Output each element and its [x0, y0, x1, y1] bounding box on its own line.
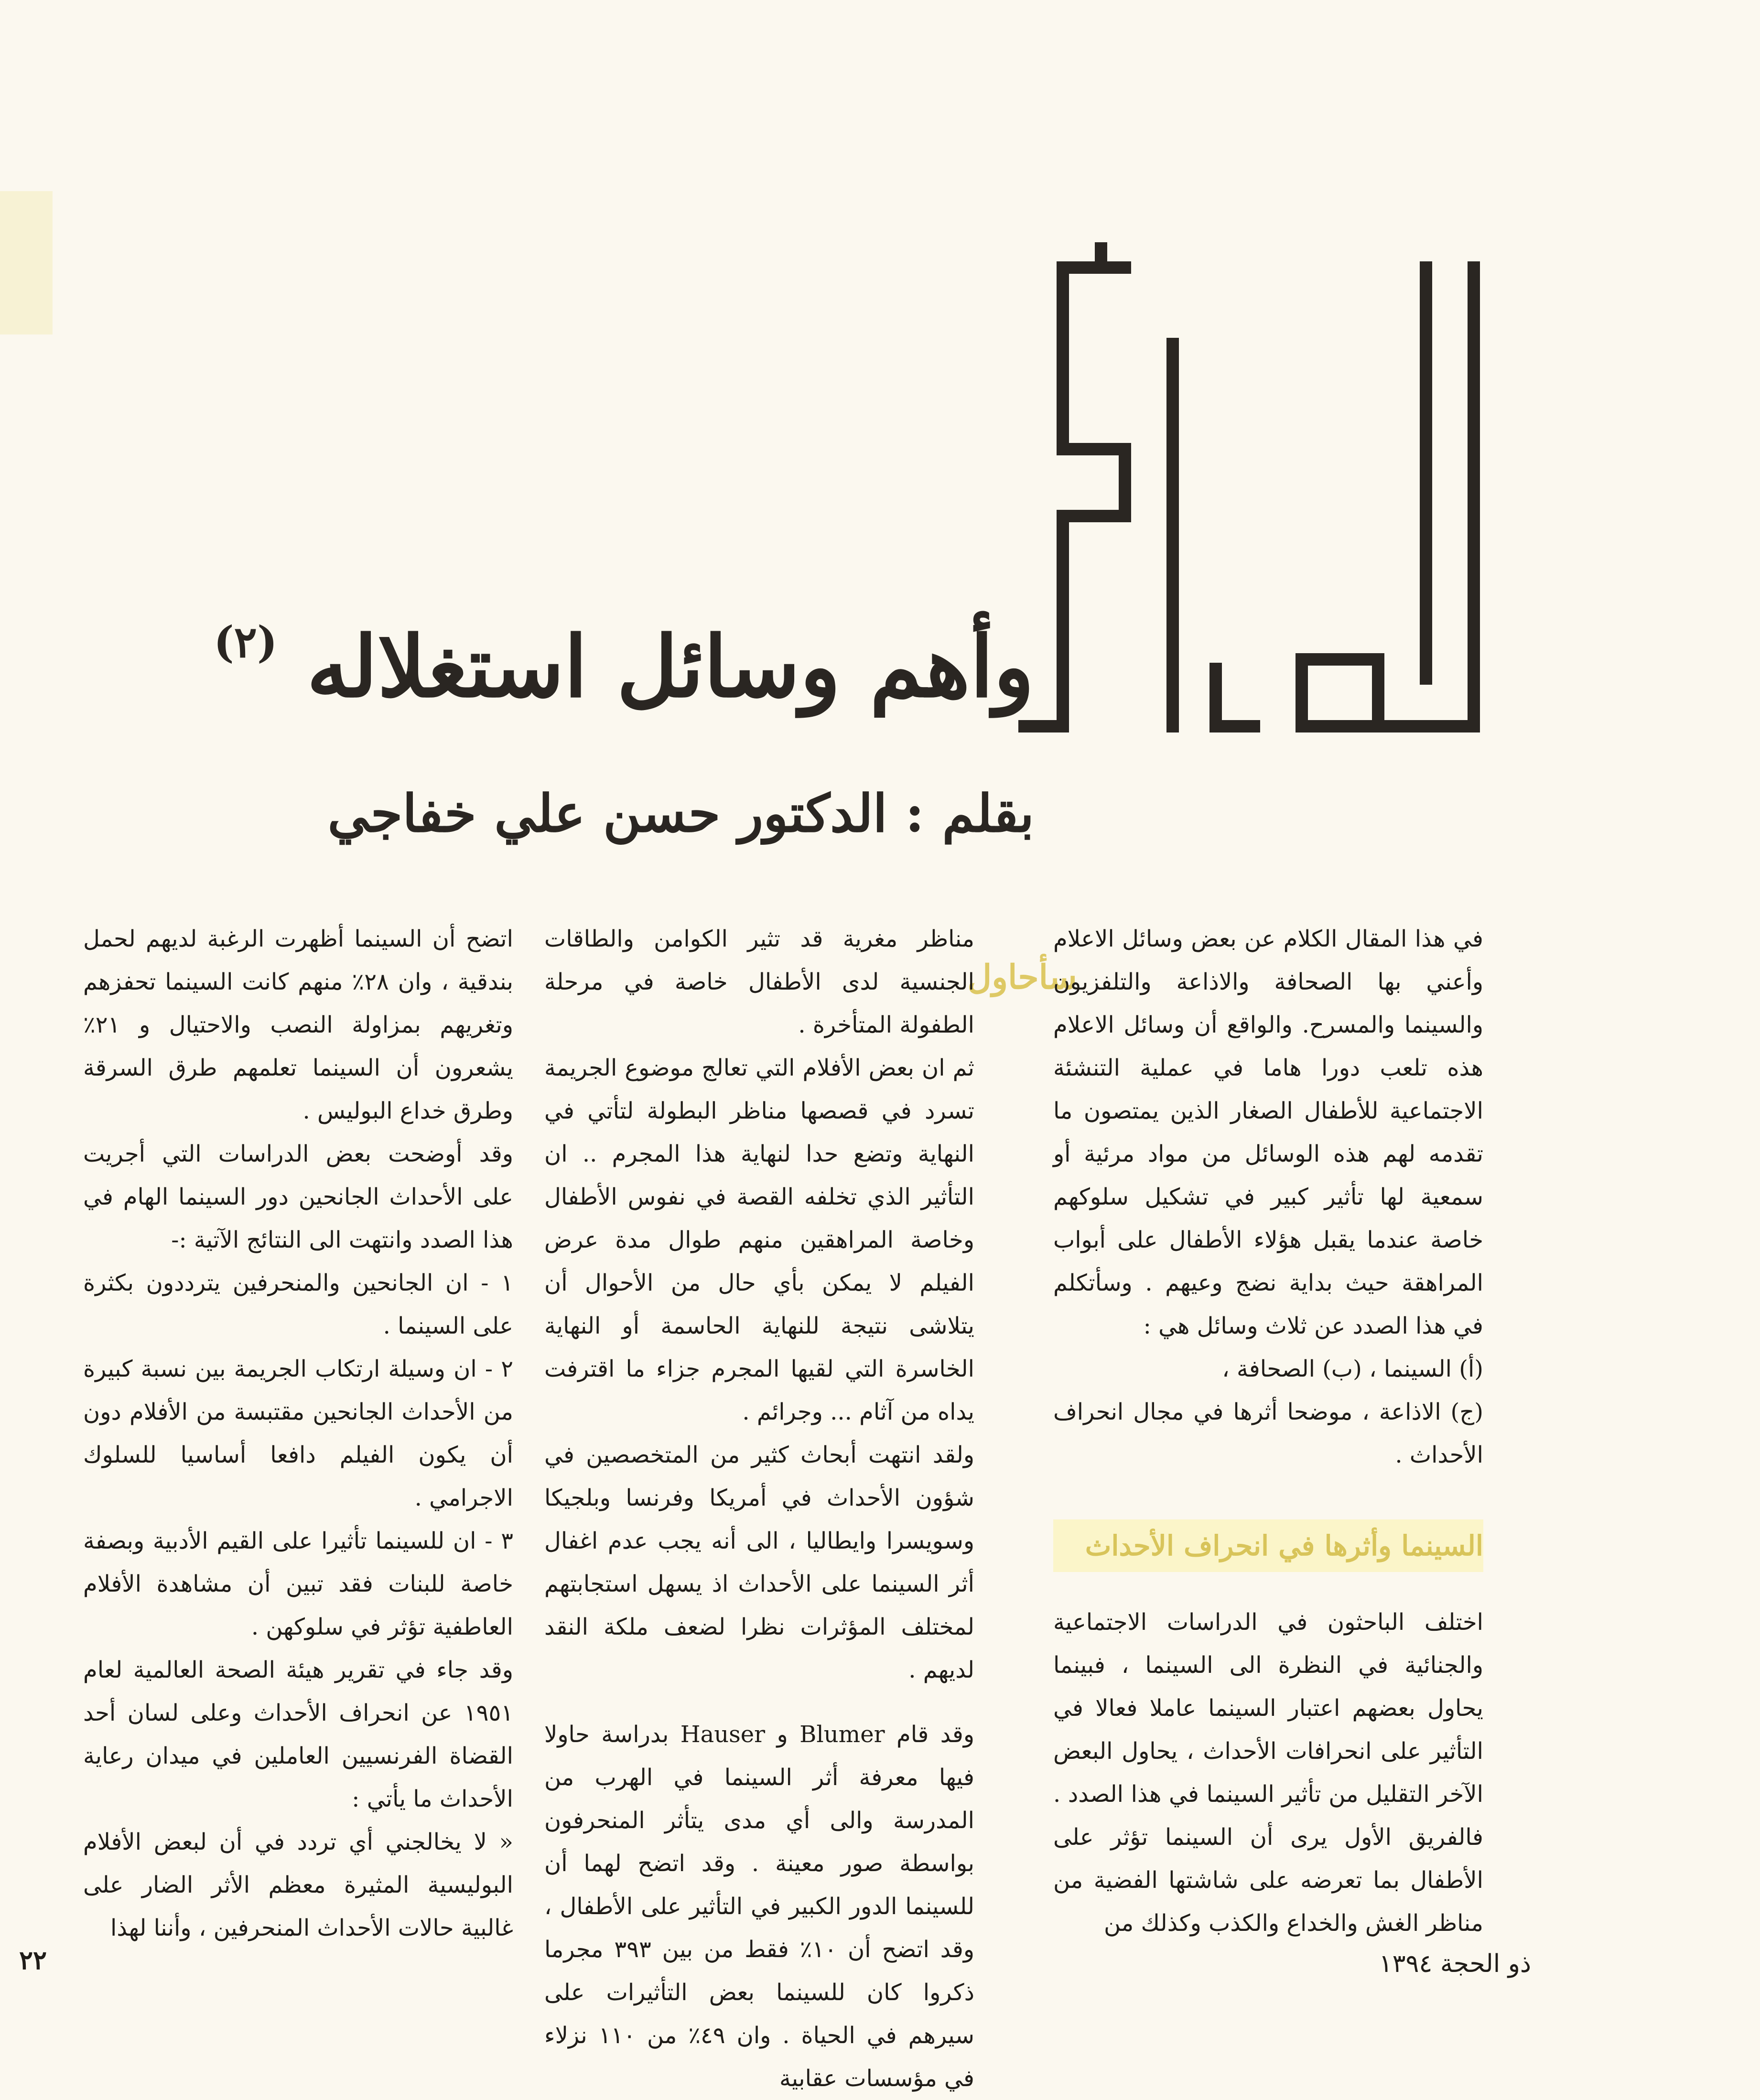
paragraph: وقد قام Blumer و Hauser بدراسة حاولا فيها معرفة أثر السينما في الهرب من المدرسة والى أي مدى يتأثر المنحرفون بواسطة صور معينة . وقد اتضح لهما أن للسينما الدور الكبير في التأثير على الأطفال ، وقد اتضح أن ١٠٪ فقط من بين ٣٩٣ مجرما ذكروا كان للسينما بعض التأثيرات على سيرهم في الحياة . وان ٤٩٪ من ١١٠ نزلاء في مؤسسات عقابية [544, 1721, 975, 2092]
paragraph: مناظر مغرية قد تثير الكوامن والطاقات الجنسية لدى الأطفال خاصة في مرحلة الطفولة المتأخرة . [544, 926, 974, 1038]
part-number: (٢) [214, 617, 278, 668]
paragraph: اتضح أن السينما أظهرت الرغبة لديهم لحمل بندقية ، وان ٢٨٪ منهم كانت السينما تحفزهم وتغريهم بمزاولة النصب والاحتيال و ٢١٪ يشعرون أن السينما تعلمهم طرق السرقة وطرق خداع البوليس . [83, 926, 513, 1124]
paragraph: وقد أوضحت بعض الدراسات التي أجريت على الأحداث الجانحين دور السينما الهام في هذا الصدد وانتهت الى النتائج الآتية :- [83, 1141, 513, 1253]
paragraph: ثم ان بعض الأفلام التي تعالج موضوع الجريمة تسرد في قصصها مناظر البطولة لتأتي في النهاية وتضع حدا لنهاية هذا المجرم .. ان التأثير الذي تخلفه القصة في نفوس الأطفال وخاصة المراهقين منهم طوال مدة عرض الفيلم لا يمكن بأي حال من الأحوال أن يتلاشى نتيجة للنهاية الحاسمة أو النهاية الخاسرة التي لقيها المجرم جزاء ما اقترفت يداه من آثام ... وجرائم . [544, 1055, 974, 1425]
section-heading: السينما وأثرها في انحراف الأحداث [1053, 1519, 1483, 1572]
column-middle [544, 917, 975, 2092]
subtitle-text: وأهم وسائل استغلاله [306, 617, 1034, 716]
page-number: ٢٢ [19, 1945, 47, 1975]
column-left [83, 917, 513, 1941]
paragraph: (أ) السينما ، (ب) الصحافة ، [1222, 1356, 1483, 1382]
issue-date: ذو الحجة ١٣٩٤ [1379, 1949, 1531, 1978]
paragraph: (ج) الاذاعة ، موضحا أثرها في مجال انحراف الأحداث . [1053, 1399, 1483, 1468]
paragraph: ٣ - ان للسينما تأثيرا على القيم الأدبية وبصفة خاصة للبنات فقد تبين أن مشاهدة الأفلام العاطفية تؤثر في سلوكهن . [83, 1528, 513, 1640]
paragraph: وقد جاء في تقرير هيئة الصحة العالمية لعام ١٩٥١ عن انحراف الأحداث وعلى لسان أحد القضاة الفرنسيين العاملين في ميدان رعاية الأحداث ما يأتي : [83, 1657, 513, 1812]
section-tag-highlight: سأحاول [967, 957, 1077, 997]
paragraph: في هذا المقال الكلام عن بعض وسائل الاعلام وأعني بها الصحافة والاذاعة والتلفزيون والسينما والمسرح. والواقع أن وسائل الاعلام هذه تلعب دورا هاما في عملية التنشئة الاجتماعية للأطفال الصغار الذين يمتصون ما تقدمه لهم هذه الوسائل من مواد مرئية أو سمعية لها تأثير كبير في تشكيل سلوكهم خاصة عندما يقبل هؤلاء الأطفال على أبواب المراهقة حيث بداية نضج وعيهم . وسأتكلم في هذا الصدد عن ثلاث وسائل هي : [1053, 926, 1484, 1339]
paragraph: ٢ - ان وسيلة ارتكاب الجريمة بين نسبة كبيرة من الأحداث الجانحين مقتبسة من الأفلام دون أن يكون الفيلم دافعا أساسيا للسلوك الاجرامي . [83, 1356, 513, 1511]
article-subtitle [88, 616, 1034, 717]
column-right [1053, 917, 1484, 1937]
article-header [0, 0, 1569, 860]
paragraph: اختلف الباحثون في الدراسات الاجتماعية والجنائية في النظرة الى السينما ، فبينما يحاول بعضهم اعتبار السينما عاملا فعالا في التأثير على انحرافات الأحداث ، يحاول البعض الآخر التقليل من تأثير السينما في هذا الصدد . فالفريق الأول يرى أن السينما تؤثر على الأطفال بما تعرضه على شاشتها الفضية من مناظر الغش والخداع والكذب وكذلك من [1053, 1609, 1483, 1937]
paragraph: « لا يخالجني أي تردد في أن لبعض الأفلام البوليسية المثيرة معظم الأثر الضار على غالبية حالات الأحداث المنحرفين ، وأننا لهذا [83, 1829, 513, 1941]
paragraph: ولقد انتهت أبحاث كثير من المتخصصين في شؤون الأحداث في أمريكا وفرنسا وبلجيكا وسويسرا وايطاليا ، الى أنه يجب عدم اغفال أثر السينما على الأحداث اذ يسهل استجابتهم لمختلف المؤثرات نظرا لضعف ملكة النقد لديهم . [544, 1442, 974, 1683]
paragraph: ١ - ان الجانحين والمنحرفين يترددون بكثرة على السينما . [83, 1270, 513, 1339]
author-byline: بقلم : الدكتور حسن علي خفاجي [327, 784, 1034, 844]
